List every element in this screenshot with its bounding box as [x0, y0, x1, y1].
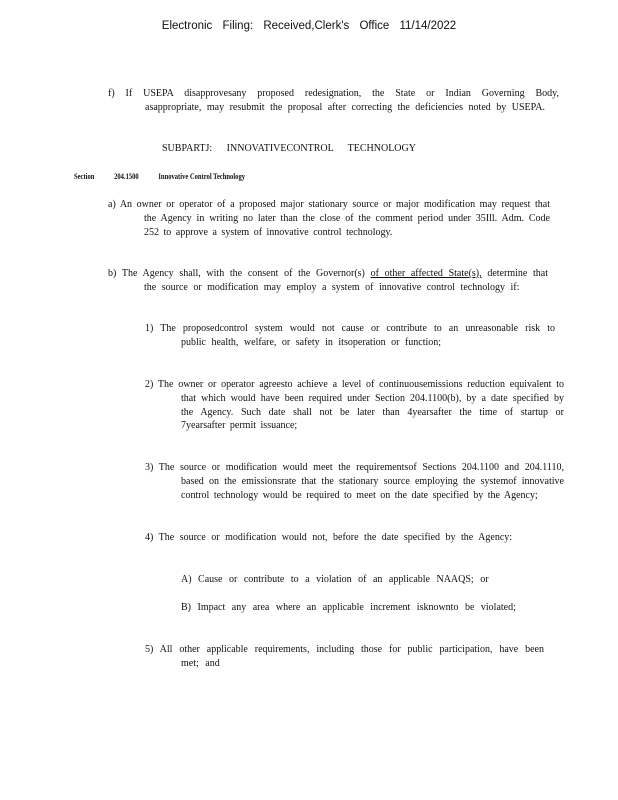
sub-list-item-text: A) Cause or contribute to a violation of an applicable NAAQS; or: [181, 574, 489, 585]
paragraph-a-text: a) An owner or operator of a proposed major stationary source or major modification may request that the Agency in writing no later than the close of the comment period under 35Ill. Adm. Code 252 to approve a system of innovative control technology.: [108, 199, 550, 238]
section-number: 204.1500: [114, 172, 139, 181]
electronic-filing-header: Electronic Filing: Received,Clerk's Office 11/14/2022: [161, 20, 457, 32]
sub-list-item-text: B) Impact any area where an applicable increment isknownto be violated;: [181, 602, 516, 613]
paragraph-b-lead: b) The Agency shall, with the consent of the Governor(s): [108, 268, 371, 279]
subpart-heading: SUBPARTJ: INNOVATIVECONTROL TECHNOLOGY: [162, 143, 416, 154]
paragraph-f: [108, 87, 559, 115]
list-item: [145, 531, 532, 545]
sub-list-item: [181, 573, 547, 587]
list-item-text: 2) The owner or operator agreesto achieve a level of continuousemissions reduction equivalent to that which would have been required under Section 204.1100(b), by a date specified by the Agency. Such date shall not be later than 4yearsafter the time of startup or 7yearsafter permit issuance;: [145, 379, 564, 432]
list-item: [145, 322, 555, 350]
list-item-text: 4) The source or modification would not, before the date specified by the Agency:: [145, 532, 513, 543]
section-label: Section: [74, 172, 95, 181]
list-item-text: 1) The proposedcontrol system would not cause or contribute to an unreasonable risk to public health, welfare, or safety in itsoperation or function;: [145, 323, 555, 348]
list-item-text: 5) All other applicable requirements, including those for public participation, have been met; and: [145, 644, 544, 669]
paragraph-f-text: f) If USEPA disapprovesany proposed redesignation, the State or Indian Governing Body, asappropriate, may resubmit the proposal after correcting the deficiencies noted by USEPA.: [108, 88, 559, 113]
list-item: [145, 461, 564, 502]
paragraph-b: [108, 267, 548, 295]
list-item-text: 3) The source or modification would meet the requirementsof Sections 204.1100 and 204.1110, based on the emissionsrate that the stationary source employing the systemof innovative control technology would be required to meet on the date specified by the Agency;: [145, 462, 564, 501]
paragraph-b-rest: determine that the source or modification may employ a system of innovative control technology if:: [144, 268, 549, 293]
section-heading: [74, 172, 263, 181]
sub-list-item: [181, 601, 529, 615]
paragraph-a: [108, 198, 550, 239]
section-title: Innovative Control Technology: [158, 172, 246, 181]
paragraph-b-underlined: of other affected State(s),: [370, 268, 482, 279]
list-item: [145, 643, 544, 671]
list-item: [145, 378, 564, 433]
